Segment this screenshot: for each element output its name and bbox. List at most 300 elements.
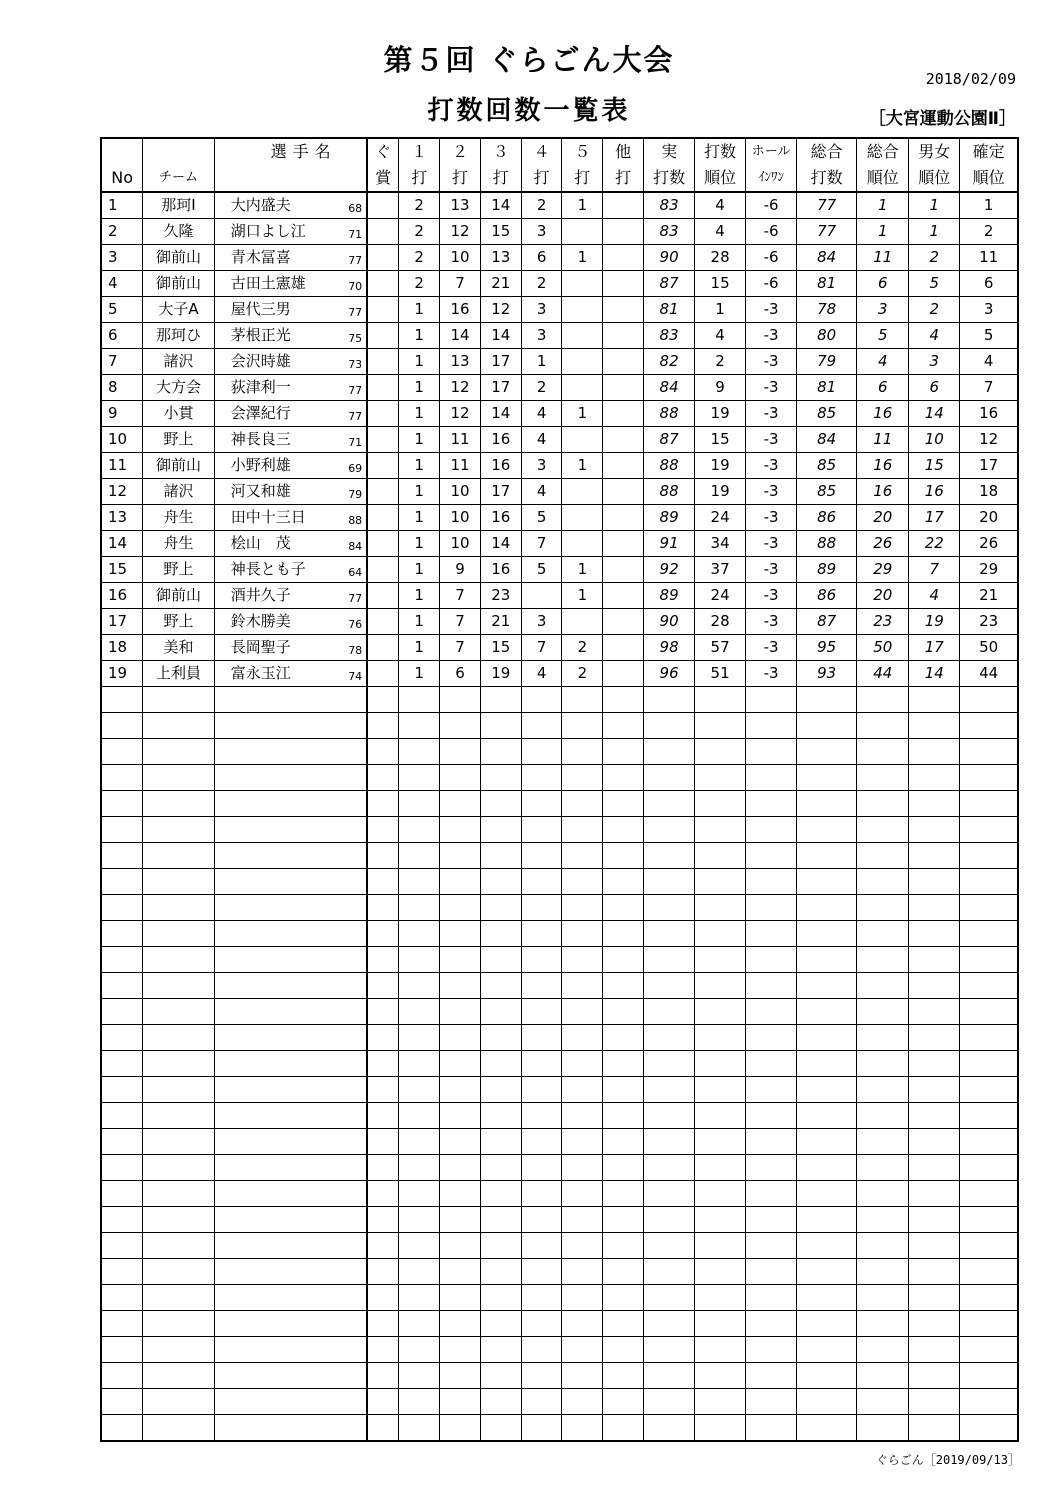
- empty-cell: [367, 1077, 399, 1103]
- cell-h3: 21: [480, 271, 521, 297]
- empty-row: [101, 973, 1018, 999]
- empty-cell: [521, 1051, 562, 1077]
- cell-rank: 2: [695, 349, 746, 375]
- cell-total: 81: [797, 271, 857, 297]
- cell-no: 14: [101, 531, 143, 557]
- cell-h2: 7: [440, 609, 481, 635]
- empty-cell: [440, 1025, 481, 1051]
- empty-cell: [746, 791, 797, 817]
- page-subtitle: 打数回数一覧表: [427, 96, 631, 126]
- cell-hole: -3: [746, 375, 797, 401]
- cell-no: 18: [101, 635, 143, 661]
- empty-cell: [857, 973, 909, 999]
- empty-cell: [695, 999, 746, 1025]
- cell-other: [603, 661, 644, 687]
- cell-gender_rank: 4: [909, 323, 960, 349]
- cell-h3: 14: [480, 531, 521, 557]
- empty-cell: [797, 1129, 857, 1155]
- empty-cell: [562, 869, 603, 895]
- empty-cell: [480, 713, 521, 739]
- cell-h1: 1: [399, 635, 440, 661]
- empty-cell: [440, 1389, 481, 1415]
- empty-cell: [521, 1103, 562, 1129]
- cell-h4: 2: [521, 271, 562, 297]
- empty-cell: [562, 1363, 603, 1389]
- empty-cell: [399, 1025, 440, 1051]
- empty-row: [101, 1051, 1018, 1077]
- empty-cell: [746, 765, 797, 791]
- player-age: 69: [348, 462, 363, 475]
- cell-final: 50: [960, 635, 1018, 661]
- cell-team: 野上: [143, 609, 214, 635]
- cell-no: 4: [101, 271, 143, 297]
- cell-g: [367, 192, 399, 219]
- empty-cell: [214, 895, 367, 921]
- cell-team: 小貫: [143, 401, 214, 427]
- empty-cell: [857, 1389, 909, 1415]
- header-bottom-9: 打: [562, 165, 603, 192]
- empty-cell: [399, 1103, 440, 1129]
- player-age: 84: [348, 540, 363, 553]
- empty-cell: [960, 1077, 1018, 1103]
- cell-hole: -6: [746, 245, 797, 271]
- header-top-11: 実: [644, 138, 695, 165]
- empty-cell: [857, 1181, 909, 1207]
- cell-other: [603, 479, 644, 505]
- name-cell: [214, 557, 367, 583]
- empty-cell: [143, 739, 214, 765]
- cell-rank: 51: [695, 661, 746, 687]
- empty-cell: [797, 1415, 857, 1442]
- empty-cell: [909, 713, 960, 739]
- empty-cell: [367, 1155, 399, 1181]
- cell-gender_rank: 15: [909, 453, 960, 479]
- empty-cell: [367, 1389, 399, 1415]
- cell-other: [603, 427, 644, 453]
- cell-final: 4: [960, 349, 1018, 375]
- empty-cell: [521, 1363, 562, 1389]
- table-row: [101, 375, 1018, 401]
- empty-cell: [909, 765, 960, 791]
- player-age: 79: [348, 488, 363, 501]
- empty-cell: [960, 869, 1018, 895]
- empty-cell: [644, 895, 695, 921]
- cell-gender_rank: 7: [909, 557, 960, 583]
- empty-cell: [603, 1363, 644, 1389]
- table-row: [101, 557, 1018, 583]
- cell-team: 那珂ひ: [143, 323, 214, 349]
- cell-h5: 2: [562, 661, 603, 687]
- empty-cell: [797, 973, 857, 999]
- empty-cell: [562, 1077, 603, 1103]
- empty-cell: [440, 687, 481, 713]
- empty-row: [101, 1285, 1018, 1311]
- player-name: 古田土憲雄: [230, 274, 306, 292]
- cell-no: 9: [101, 401, 143, 427]
- empty-cell: [367, 739, 399, 765]
- empty-cell: [797, 1181, 857, 1207]
- empty-cell: [521, 1285, 562, 1311]
- header-top-9: ５: [562, 138, 603, 165]
- empty-cell: [562, 1025, 603, 1051]
- cell-h5: [562, 219, 603, 245]
- header-bottom-2: [214, 165, 336, 192]
- venue-label: ［大宮運動公園Ⅱ］: [868, 109, 1016, 129]
- empty-cell: [143, 1077, 214, 1103]
- empty-cell: [143, 1389, 214, 1415]
- cell-g: [367, 401, 399, 427]
- cell-other: [603, 583, 644, 609]
- empty-cell: [367, 843, 399, 869]
- score-table: [100, 137, 1019, 1442]
- empty-cell: [399, 713, 440, 739]
- cell-total: 77: [797, 219, 857, 245]
- empty-cell: [440, 1155, 481, 1181]
- empty-cell: [214, 1207, 367, 1233]
- empty-cell: [143, 1155, 214, 1181]
- empty-cell: [521, 1207, 562, 1233]
- empty-cell: [440, 947, 481, 973]
- cell-rank: 34: [695, 531, 746, 557]
- empty-cell: [909, 1207, 960, 1233]
- player-name: 大内盛夫: [230, 196, 291, 214]
- empty-cell: [909, 1233, 960, 1259]
- empty-row: [101, 1103, 1018, 1129]
- empty-cell: [746, 1103, 797, 1129]
- empty-cell: [746, 713, 797, 739]
- empty-cell: [857, 999, 909, 1025]
- empty-cell: [521, 687, 562, 713]
- cell-total: 87: [797, 609, 857, 635]
- cell-h4: 2: [521, 375, 562, 401]
- cell-g: [367, 245, 399, 271]
- empty-row: [101, 999, 1018, 1025]
- empty-cell: [480, 1233, 521, 1259]
- cell-h4: 4: [521, 427, 562, 453]
- empty-cell: [214, 1415, 367, 1442]
- cell-total: 86: [797, 505, 857, 531]
- empty-cell: [603, 713, 644, 739]
- empty-cell: [480, 895, 521, 921]
- empty-cell: [480, 1207, 521, 1233]
- cell-rank: 24: [695, 505, 746, 531]
- player-age: 71: [348, 228, 363, 241]
- empty-cell: [521, 921, 562, 947]
- cell-hole: -6: [746, 219, 797, 245]
- empty-cell: [214, 869, 367, 895]
- empty-cell: [857, 1051, 909, 1077]
- empty-cell: [521, 1025, 562, 1051]
- empty-row: [101, 1389, 1018, 1415]
- empty-row: [101, 843, 1018, 869]
- empty-cell: [440, 1077, 481, 1103]
- header-top-15: 総合: [857, 138, 909, 165]
- cell-h5: [562, 271, 603, 297]
- cell-final: 7: [960, 375, 1018, 401]
- cell-no: 12: [101, 479, 143, 505]
- empty-cell: [480, 1337, 521, 1363]
- player-age: 88: [348, 514, 363, 527]
- empty-cell: [909, 739, 960, 765]
- empty-cell: [797, 999, 857, 1025]
- empty-cell: [960, 817, 1018, 843]
- empty-cell: [909, 1389, 960, 1415]
- name-cell: [214, 271, 367, 297]
- player-name: 富永玉江: [230, 664, 291, 682]
- empty-row: [101, 1207, 1018, 1233]
- cell-gender_rank: 2: [909, 297, 960, 323]
- empty-cell: [909, 1337, 960, 1363]
- header-bottom-13: ｲﾝﾜﾝ: [746, 165, 797, 192]
- cell-h2: 10: [440, 531, 481, 557]
- cell-team: 那珂Ⅰ: [143, 192, 214, 219]
- cell-actual: 90: [644, 609, 695, 635]
- empty-cell: [399, 843, 440, 869]
- empty-row: [101, 869, 1018, 895]
- cell-h1: 1: [399, 297, 440, 323]
- header-top-17: 確定: [960, 138, 1018, 165]
- empty-cell: [214, 1181, 367, 1207]
- empty-cell: [214, 739, 367, 765]
- empty-cell: [857, 1363, 909, 1389]
- empty-cell: [562, 1233, 603, 1259]
- empty-cell: [960, 791, 1018, 817]
- empty-cell: [562, 1259, 603, 1285]
- empty-cell: [399, 1337, 440, 1363]
- cell-h2: 7: [440, 635, 481, 661]
- empty-cell: [857, 739, 909, 765]
- empty-cell: [603, 895, 644, 921]
- empty-cell: [644, 1129, 695, 1155]
- empty-cell: [214, 817, 367, 843]
- cell-h4: 2: [521, 192, 562, 219]
- empty-cell: [909, 1077, 960, 1103]
- empty-cell: [644, 1155, 695, 1181]
- empty-cell: [367, 973, 399, 999]
- empty-cell: [603, 765, 644, 791]
- empty-cell: [101, 843, 143, 869]
- empty-cell: [101, 1181, 143, 1207]
- empty-cell: [644, 1415, 695, 1442]
- cell-other: [603, 531, 644, 557]
- cell-total: 88: [797, 531, 857, 557]
- empty-cell: [644, 713, 695, 739]
- cell-hole: -3: [746, 323, 797, 349]
- cell-actual: 98: [644, 635, 695, 661]
- cell-no: 13: [101, 505, 143, 531]
- cell-total: 79: [797, 349, 857, 375]
- empty-cell: [746, 1155, 797, 1181]
- empty-cell: [480, 1181, 521, 1207]
- player-age: 77: [348, 384, 363, 397]
- player-name: 神長良三: [230, 430, 291, 448]
- empty-cell: [909, 687, 960, 713]
- empty-cell: [909, 1285, 960, 1311]
- cell-h1: 1: [399, 531, 440, 557]
- empty-cell: [521, 1077, 562, 1103]
- empty-cell: [960, 739, 1018, 765]
- cell-team: 舟生: [143, 505, 214, 531]
- empty-cell: [644, 843, 695, 869]
- empty-row: [101, 1155, 1018, 1181]
- empty-row: [101, 765, 1018, 791]
- cell-h1: 1: [399, 453, 440, 479]
- cell-other: [603, 401, 644, 427]
- cell-total: 86: [797, 583, 857, 609]
- empty-cell: [960, 1129, 1018, 1155]
- empty-cell: [399, 1051, 440, 1077]
- name-cell: [214, 323, 367, 349]
- empty-row: [101, 817, 1018, 843]
- empty-cell: [101, 1025, 143, 1051]
- empty-cell: [143, 1207, 214, 1233]
- empty-cell: [603, 947, 644, 973]
- cell-rank: 15: [695, 427, 746, 453]
- empty-cell: [644, 791, 695, 817]
- header-bottom-12: 順位: [695, 165, 746, 192]
- empty-cell: [562, 1415, 603, 1442]
- cell-g: [367, 609, 399, 635]
- empty-cell: [797, 1103, 857, 1129]
- empty-cell: [440, 817, 481, 843]
- empty-cell: [143, 1129, 214, 1155]
- empty-cell: [857, 1233, 909, 1259]
- cell-total: 84: [797, 245, 857, 271]
- empty-cell: [521, 1415, 562, 1442]
- empty-cell: [367, 921, 399, 947]
- empty-cell: [746, 1207, 797, 1233]
- empty-cell: [695, 1389, 746, 1415]
- empty-cell: [562, 817, 603, 843]
- cell-h5: 2: [562, 635, 603, 661]
- empty-cell: [746, 1389, 797, 1415]
- empty-cell: [909, 973, 960, 999]
- empty-cell: [101, 1363, 143, 1389]
- name-cell: [214, 583, 367, 609]
- empty-cell: [909, 895, 960, 921]
- empty-cell: [143, 791, 214, 817]
- empty-cell: [367, 817, 399, 843]
- cell-no: 7: [101, 349, 143, 375]
- page-title: 第５回 ぐらごん大会: [383, 43, 675, 77]
- cell-h5: [562, 505, 603, 531]
- empty-cell: [746, 1233, 797, 1259]
- footer-label: ぐらごん［2019/09/13］: [875, 1453, 1020, 1467]
- name-cell: [214, 479, 367, 505]
- empty-cell: [960, 973, 1018, 999]
- empty-cell: [746, 687, 797, 713]
- name-cell: [214, 192, 367, 219]
- header-top-1: [143, 138, 214, 165]
- empty-cell: [603, 1077, 644, 1103]
- empty-cell: [960, 843, 1018, 869]
- table-row: [101, 323, 1018, 349]
- cell-h3: 16: [480, 453, 521, 479]
- cell-team: 御前山: [143, 245, 214, 271]
- cell-total_rank: 16: [857, 453, 909, 479]
- cell-final: 18: [960, 479, 1018, 505]
- header-top-0: [101, 138, 143, 165]
- empty-cell: [101, 817, 143, 843]
- empty-cell: [399, 1285, 440, 1311]
- empty-cell: [644, 1181, 695, 1207]
- empty-cell: [367, 1207, 399, 1233]
- empty-cell: [562, 947, 603, 973]
- empty-row: [101, 1077, 1018, 1103]
- cell-h3: 14: [480, 192, 521, 219]
- player-age: 76: [348, 618, 363, 631]
- player-name: 茅根正光: [230, 326, 291, 344]
- cell-no: 15: [101, 557, 143, 583]
- empty-cell: [367, 1285, 399, 1311]
- empty-cell: [644, 1285, 695, 1311]
- cell-no: 6: [101, 323, 143, 349]
- empty-cell: [603, 1233, 644, 1259]
- cell-total: 78: [797, 297, 857, 323]
- empty-cell: [399, 1181, 440, 1207]
- empty-cell: [746, 1285, 797, 1311]
- header-bottom-0: No: [101, 165, 143, 192]
- cell-other: [603, 349, 644, 375]
- cell-total_rank: 23: [857, 609, 909, 635]
- empty-cell: [480, 817, 521, 843]
- cell-team: 上利員: [143, 661, 214, 687]
- cell-rank: 19: [695, 401, 746, 427]
- empty-cell: [440, 999, 481, 1025]
- empty-cell: [521, 713, 562, 739]
- empty-cell: [644, 1077, 695, 1103]
- empty-cell: [960, 1051, 1018, 1077]
- empty-cell: [644, 1259, 695, 1285]
- empty-cell: [644, 947, 695, 973]
- player-name: 酒井久子: [230, 586, 291, 604]
- empty-cell: [960, 1285, 1018, 1311]
- empty-cell: [857, 1077, 909, 1103]
- empty-cell: [797, 739, 857, 765]
- empty-row: [101, 739, 1018, 765]
- empty-cell: [797, 1259, 857, 1285]
- empty-cell: [440, 869, 481, 895]
- header-top-12: 打数: [695, 138, 746, 165]
- name-cell: [214, 245, 367, 271]
- cell-h3: 14: [480, 323, 521, 349]
- empty-cell: [214, 1259, 367, 1285]
- cell-h3: 13: [480, 245, 521, 271]
- empty-cell: [440, 973, 481, 999]
- empty-cell: [603, 791, 644, 817]
- table-header: [101, 138, 1018, 192]
- empty-cell: [143, 687, 214, 713]
- cell-team: 諸沢: [143, 479, 214, 505]
- cell-h5: [562, 609, 603, 635]
- empty-cell: [521, 1311, 562, 1337]
- empty-cell: [746, 1311, 797, 1337]
- empty-cell: [695, 1337, 746, 1363]
- empty-cell: [797, 765, 857, 791]
- cell-total_rank: 20: [857, 505, 909, 531]
- header-top-8: ４: [521, 138, 562, 165]
- empty-cell: [101, 1415, 143, 1442]
- empty-cell: [644, 765, 695, 791]
- name-cell: [214, 427, 367, 453]
- empty-cell: [960, 1233, 1018, 1259]
- cell-h5: [562, 375, 603, 401]
- name-cell: [214, 219, 367, 245]
- empty-cell: [521, 973, 562, 999]
- empty-cell: [797, 1285, 857, 1311]
- cell-rank: 19: [695, 453, 746, 479]
- empty-cell: [603, 817, 644, 843]
